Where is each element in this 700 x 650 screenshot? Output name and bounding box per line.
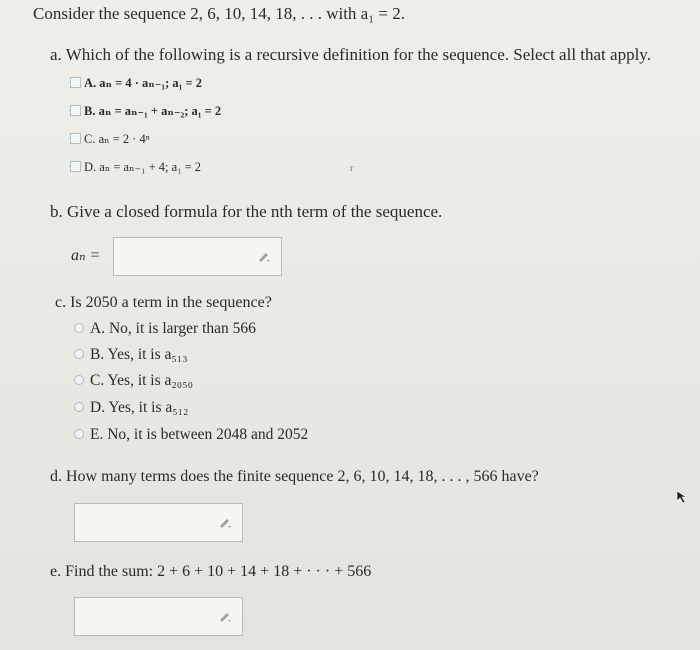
radio-button[interactable]	[74, 375, 84, 385]
checkbox-option-d[interactable]	[70, 159, 201, 175]
option-label: A. aₙ = 4 · aₙ₋₁; a₁ = 2	[84, 76, 203, 90]
checkbox[interactable]	[70, 133, 81, 144]
checkbox-option-c[interactable]	[70, 131, 150, 147]
sum-input[interactable]	[74, 597, 243, 636]
question-e: e. Find the sum: 2 + 6 + 10 + 14 + 18 + · · · + 566	[50, 563, 372, 580]
radio-button[interactable]	[74, 402, 84, 412]
option-label: C. Yes, it is a₂₀₅₀	[90, 372, 194, 389]
term-count-input[interactable]	[74, 503, 243, 542]
option-label: E. No, it is between 2048 and 2052	[90, 426, 309, 443]
checkbox[interactable]	[70, 105, 81, 116]
option-label: D. Yes, it is a₅₁₂	[90, 399, 189, 416]
question-d: d. How many terms does the finite sequence 2, 6, 10, 14, 18, . . . , 566 have?	[50, 468, 539, 485]
problem-intro: Consider the sequence 2, 6, 10, 14, 18, . . . with a₁ = 2.	[33, 4, 405, 23]
radio-option-e[interactable]	[74, 426, 308, 444]
pencil-icon[interactable]	[257, 252, 271, 262]
question-c: c. Is 2050 a term in the sequence?	[55, 294, 272, 311]
radio-button[interactable]	[74, 349, 84, 359]
question-a: a. Which of the following is a recursive definition for the sequence. Select all that apply.	[50, 45, 651, 64]
answer-label-an: aₙ =	[71, 247, 101, 264]
mouse-cursor-icon	[676, 490, 688, 504]
radio-option-a[interactable]	[74, 320, 256, 338]
option-label: B. Yes, it is a₅₁₃	[90, 346, 188, 363]
option-label: A. No, it is larger than 566	[90, 320, 256, 337]
checkbox-option-a[interactable]	[70, 75, 202, 91]
closed-formula-input[interactable]	[113, 237, 282, 276]
checkbox-option-b[interactable]	[70, 103, 221, 119]
pencil-icon[interactable]	[218, 518, 232, 528]
option-label: D. aₙ = aₙ₋₁ + 4; a₁ = 2	[84, 160, 202, 174]
stray-mark: r	[350, 163, 354, 174]
pencil-icon[interactable]	[218, 612, 232, 622]
option-label: C. aₙ = 2 · 4ⁿ	[84, 132, 150, 146]
radio-button[interactable]	[74, 429, 84, 439]
radio-option-d[interactable]	[74, 399, 188, 417]
question-b: b. Give a closed formula for the nth term of the sequence.	[50, 202, 443, 221]
radio-button[interactable]	[74, 323, 84, 333]
checkbox[interactable]	[70, 77, 81, 88]
option-label: B. aₙ = aₙ₋₁ + aₙ₋₂; a₁ = 2	[84, 104, 222, 118]
radio-option-b[interactable]	[74, 346, 188, 364]
radio-option-c[interactable]	[74, 372, 193, 390]
checkbox[interactable]	[70, 161, 81, 172]
